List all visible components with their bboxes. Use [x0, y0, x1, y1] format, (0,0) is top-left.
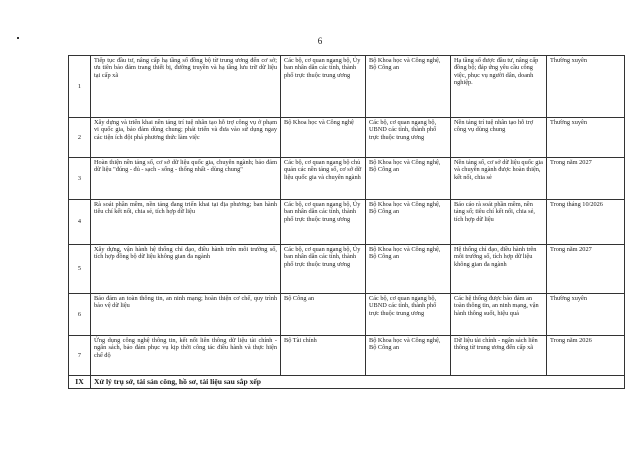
task-cell: Rà soát phần mềm, nền tảng đang triển khai tại địa phương; ban hành tiêu chí kết nối, chia sẻ, tích hợp dữ liệu [91, 200, 281, 245]
product-cell: Dữ liệu tài chính - ngân sách liên thông từ trung ương đến cấp xã [451, 336, 547, 376]
lead-agency-cell: Bộ Tài chính [281, 336, 366, 376]
timeline-cell: Trong năm 2026 [547, 336, 625, 376]
section-number: IX [69, 376, 91, 389]
product-cell: Các hệ thống được bảo đảm an toàn thông tin, an ninh mạng, vận hành thông suốt, hiệu quả [451, 294, 547, 336]
table-row [69, 118, 625, 158]
timeline-cell: Thường xuyên [547, 118, 625, 158]
lead-agency-cell: Các bộ, cơ quan ngang bộ, Ủy ban nhân dân các tỉnh, thành phố trực thuộc trung ương [281, 56, 366, 118]
lead-agency-cell: Bộ Công an [281, 294, 366, 336]
row-number: 2 [69, 118, 91, 158]
timeline-cell: Thường xuyên [547, 56, 625, 118]
coordinating-agency-cell: Các bộ, cơ quan ngang bộ, UBND các tỉnh, thành phố trực thuộc trung ương [366, 294, 451, 336]
timeline-cell: Thường xuyên [547, 294, 625, 336]
task-cell: Ứng dụng công nghệ thông tin, kết nối liên thông dữ liệu tài chính - ngân sách, bảo đảm phục vụ kịp thời công tác điều hành và thực hiện chế độ [91, 336, 281, 376]
product-cell: Hạ tầng số được đầu tư, nâng cấp đồng bộ; đáp ứng yêu cầu công việc, phục vụ người dân, doanh nghiệp. [451, 56, 547, 118]
table-row [69, 158, 625, 200]
lead-agency-cell: Các bộ, cơ quan ngang bộ chủ quản các nền tảng số, cơ sở dữ liệu quốc gia và chuyên ngành [281, 158, 366, 200]
product-cell: Hệ thống chỉ đạo, điều hành trên môi trường số, tích hợp dữ liệu không gian đa ngành [451, 245, 547, 294]
table-row [69, 245, 625, 294]
lead-agency-cell: Các bộ, cơ quan ngang bộ, Ủy ban nhân dân các tỉnh, thành phố trực thuộc trung ương [281, 245, 366, 294]
row-number: 5 [69, 245, 91, 294]
table-row [69, 294, 625, 336]
timeline-cell: Trong năm 2027 [547, 245, 625, 294]
table-row [69, 200, 625, 245]
row-number: 6 [69, 294, 91, 336]
product-cell: Nền tảng số, cơ sở dữ liệu quốc gia và chuyên ngành được hoàn thiện, kết nối, chia sẻ [451, 158, 547, 200]
table-row [69, 336, 625, 376]
task-cell: Tiếp tục đầu tư, nâng cấp hạ tầng số đồng bộ từ trung ương đến cơ sở; ưu tiên bảo đảm trang thiết bị, đường truyền và hạ tầng lưu trữ dữ liệu tại cấp xã [91, 56, 281, 118]
task-cell: Xây dựng và triển khai nền tảng trí tuệ nhân tạo hỗ trợ công vụ ở phạm vi quốc gia, bảo đảm dùng chung; phát triển và đưa vào sử dụng ngay các tiện ích đột phá phương thức làm việc [91, 118, 281, 158]
section-header-row [69, 376, 625, 389]
section-title: Xử lý trụ sở, tài sản công, hồ sơ, tài liệu sau sắp xếp [91, 376, 625, 389]
lead-agency-cell: Bộ Khoa học và Công nghệ [281, 118, 366, 158]
timeline-cell: Trong năm 2027 [547, 158, 625, 200]
timeline-cell: Trong tháng 10/2026 [547, 200, 625, 245]
task-table [68, 55, 625, 389]
coordinating-agency-cell: Bộ Khoa học và Công nghệ, Bộ Công an [366, 56, 451, 118]
row-number: 1 [69, 56, 91, 118]
page-number: 6 [317, 36, 323, 46]
coordinating-agency-cell: Bộ Khoa học và Công nghệ, Bộ Công an [366, 200, 451, 245]
product-cell: Nền tảng trí tuệ nhân tạo hỗ trợ công vụ dùng chung [451, 118, 547, 158]
task-cell: Hoàn thiện nền tảng số, cơ sở dữ liệu quốc gia, chuyên ngành; bảo đảm dữ liệu "đúng - đủ - sạch - sống - thống nhất - dùng chung" [91, 158, 281, 200]
coordinating-agency-cell: Bộ Khoa học và Công nghệ, Bộ Công an [366, 336, 451, 376]
coordinating-agency-cell: Bộ Khoa học và Công nghệ, Bộ Công an [366, 158, 451, 200]
coordinating-agency-cell: Bộ Khoa học và Công nghệ, Bộ Công an [366, 245, 451, 294]
table-row [69, 56, 625, 118]
row-number: 3 [69, 158, 91, 200]
lead-agency-cell: Các bộ, cơ quan ngang bộ, Ủy ban nhân dân các tỉnh, thành phố trực thuộc trung ương [281, 200, 366, 245]
row-number: 4 [69, 200, 91, 245]
task-cell: Xây dựng, vận hành hệ thống chỉ đạo, điều hành trên môi trường số, tích hợp đồng bộ dữ liệu không gian đa ngành [91, 245, 281, 294]
product-cell: Báo cáo rà soát phần mềm, nền tảng số; tiêu chí kết nối, chia sẻ, tích hợp dữ liệu [451, 200, 547, 245]
task-cell: Bảo đảm an toàn thông tin, an ninh mạng; hoàn thiện cơ chế, quy trình bảo vệ dữ liệu [91, 294, 281, 336]
row-number: 7 [69, 336, 91, 376]
coordinating-agency-cell: Các bộ, cơ quan ngang bộ, UBND các tỉnh, thành phố trực thuộc trung ương [366, 118, 451, 158]
